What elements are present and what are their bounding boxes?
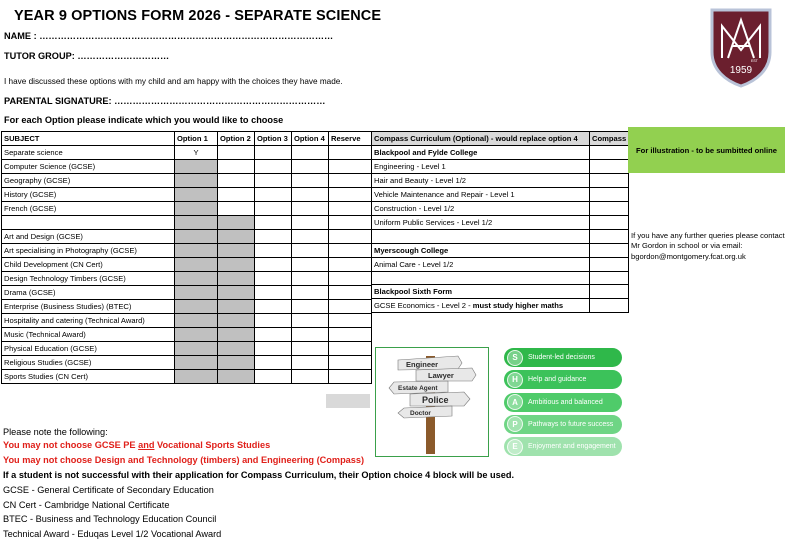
compass-course-cell: Hair and Beauty - Level 1/2 <box>372 174 590 188</box>
subject-cell: Child Development (CN Cert) <box>2 257 175 271</box>
compass-course-cell: Engineering - Level 1 <box>372 160 590 174</box>
reserve-cell[interactable] <box>329 216 372 230</box>
option-2-cell[interactable] <box>218 313 255 327</box>
options-header-row <box>2 132 372 146</box>
table-row <box>2 202 372 216</box>
header-reserve: Reserve <box>329 132 372 146</box>
option-4-cell[interactable] <box>292 160 329 174</box>
sign-doctor: Doctor <box>410 410 431 417</box>
option-3-cell[interactable] <box>255 146 292 160</box>
sign-estate-agent: Estate Agent <box>398 385 438 392</box>
value-pill <box>504 415 622 434</box>
compass-course-cell: Vehicle Maintenance and Repair - Level 1 <box>372 188 590 202</box>
option-4-cell[interactable] <box>292 285 329 299</box>
option-3-cell[interactable] <box>255 243 292 257</box>
instruction-text: For each Option please indicate which you would like to choose <box>4 115 284 125</box>
value-pill <box>504 393 622 412</box>
reserve-cell[interactable] <box>329 355 372 369</box>
value-text: Enjoyment and engagement <box>528 443 616 451</box>
table-row <box>2 174 372 188</box>
table-row <box>2 188 372 202</box>
compass-choice-cell[interactable] <box>590 174 629 188</box>
option-3-cell[interactable] <box>255 327 292 341</box>
option-1-cell[interactable] <box>175 202 218 216</box>
option-4-cell[interactable] <box>292 174 329 188</box>
subject-cell: Music (Technical Award) <box>2 327 175 341</box>
compass-row <box>372 160 629 174</box>
table-row <box>2 369 372 383</box>
option-2-cell[interactable] <box>218 355 255 369</box>
value-letter: S <box>507 350 523 366</box>
compass-choice-cell[interactable] <box>590 271 629 285</box>
value-text: Pathways to future success <box>528 420 614 428</box>
compass-note: If a student is not successful with their application for Compass Curriculum, their Option choice 4 block will be used. <box>3 470 515 480</box>
option-4-cell[interactable] <box>292 271 329 285</box>
illustration-note: For illustration - to be sumbitted online <box>628 127 785 173</box>
table-row <box>2 216 372 230</box>
reserve-cell[interactable] <box>329 188 372 202</box>
compass-course-cell: Construction - Level 1/2 <box>372 202 590 216</box>
compass-choice-cell[interactable] <box>590 243 629 257</box>
option-2-cell[interactable] <box>218 174 255 188</box>
subject-cell: Enterprise (Business Studies) (BTEC) <box>2 299 175 313</box>
queries-note: If you have any further queries please contact Mr Gordon in school or via email: bgordon@montgomery.fcat.org.uk <box>631 231 785 261</box>
compass-row <box>372 146 629 160</box>
crest-year: 1959 <box>729 65 753 76</box>
table-row <box>2 327 372 341</box>
reserve-cell[interactable] <box>329 313 372 327</box>
compass-course-cell: Animal Care - Level 1/2 <box>372 257 590 271</box>
compass-requirement: must study higher maths <box>472 301 564 311</box>
reserve-cell[interactable] <box>329 202 372 216</box>
option-1-cell[interactable] <box>175 341 218 355</box>
table-row <box>2 341 372 355</box>
sign-engineer: Engineer <box>406 360 439 369</box>
option-4-cell[interactable] <box>292 313 329 327</box>
header-option-3: Option 3 <box>255 132 292 146</box>
compass-choice-cell[interactable] <box>590 188 629 202</box>
reserve-cell[interactable] <box>329 271 372 285</box>
header-subject: SUBJECT <box>2 132 175 146</box>
page-title: YEAR 9 OPTIONS FORM 2026 - SEPARATE SCIENCE <box>14 8 382 24</box>
option-4-cell[interactable] <box>292 229 329 243</box>
value-letter: P <box>507 416 523 432</box>
compass-row <box>372 202 629 216</box>
header-option-1: Option 1 <box>175 132 218 146</box>
value-letter: A <box>507 394 523 410</box>
reserve-extra-cell <box>326 394 370 408</box>
compass-row <box>372 174 629 188</box>
compass-row <box>372 257 629 271</box>
option-3-cell[interactable] <box>255 341 292 355</box>
compass-choice-cell[interactable] <box>590 257 629 271</box>
option-1-cell[interactable] <box>175 188 218 202</box>
abbrev-cn-cert: CN Cert - Cambridge National Certificate <box>3 500 170 510</box>
option-2-cell[interactable] <box>218 188 255 202</box>
reserve-cell[interactable] <box>329 299 372 313</box>
subject-cell: Geography (GCSE) <box>2 174 175 188</box>
compass-course-cell: Uniform Public Services - Level 1/2 <box>372 216 590 230</box>
option-4-cell[interactable] <box>292 188 329 202</box>
option-4-cell[interactable] <box>292 146 329 160</box>
header-compass-curriculum: Compass Curriculum (Optional) - would replace option 4 <box>372 132 590 146</box>
header-compass: Compass <box>590 132 629 146</box>
compass-course-cell <box>372 230 590 244</box>
option-4-cell[interactable] <box>292 369 329 383</box>
header-option-4: Option 4 <box>292 132 329 146</box>
reserve-cell[interactable] <box>329 257 372 271</box>
compass-choice-cell[interactable] <box>590 146 629 160</box>
compass-row <box>372 243 629 257</box>
option-1-cell[interactable] <box>175 243 218 257</box>
table-row <box>2 160 372 174</box>
option-2-cell[interactable] <box>218 369 255 383</box>
subject-cell: Design Technology Timbers (GCSE) <box>2 271 175 285</box>
subject-cell: Art and Design (GCSE) <box>2 229 175 243</box>
option-2-cell[interactable] <box>218 271 255 285</box>
compass-course-cell: Blackpool and Fylde College <box>372 146 590 160</box>
compass-row <box>372 188 629 202</box>
option-4-cell[interactable] <box>292 243 329 257</box>
compass-header-row <box>372 132 629 146</box>
table-row <box>2 271 372 285</box>
compass-course-cell: Blackpool Sixth Form <box>372 285 590 299</box>
subject-cell: French (GCSE) <box>2 202 175 216</box>
option-4-cell[interactable] <box>292 355 329 369</box>
rule-pe-sports: You may not choose GCSE PE and Vocational Sports Studies <box>3 440 271 450</box>
option-2-cell[interactable] <box>218 257 255 271</box>
option-4-cell[interactable] <box>292 202 329 216</box>
option-2-cell[interactable] <box>218 160 255 174</box>
compass-course-cell <box>372 271 590 285</box>
option-3-cell[interactable] <box>255 160 292 174</box>
option-3-cell[interactable] <box>255 369 292 383</box>
option-4-cell[interactable] <box>292 216 329 230</box>
option-1-cell[interactable] <box>175 355 218 369</box>
compass-course-cell: Myerscough College <box>372 243 590 257</box>
option-3-cell[interactable] <box>255 299 292 313</box>
table-row <box>2 257 372 271</box>
compass-course-cell: GCSE Economics - Level 2 - must study higher maths <box>372 299 590 313</box>
value-text: Student-led decisions <box>528 354 595 361</box>
value-pill <box>504 370 622 389</box>
notes-intro: Please note the following: <box>3 427 108 437</box>
option-3-cell[interactable] <box>255 257 292 271</box>
option-2-cell[interactable] <box>218 285 255 299</box>
option-2-cell[interactable] <box>218 146 255 160</box>
compass-row <box>372 230 629 244</box>
reserve-cell[interactable] <box>329 160 372 174</box>
option-4-cell[interactable] <box>292 341 329 355</box>
discussed-statement: I have discussed these options with my child and am happy with the choices they have made. <box>4 77 343 86</box>
reserve-cell[interactable] <box>329 243 372 257</box>
abbrev-gcse: GCSE - General Certificate of Secondary Education <box>3 485 214 495</box>
subject-cell: Religious Studies (GCSE) <box>2 355 175 369</box>
compass-table <box>371 131 629 313</box>
reserve-cell[interactable] <box>329 229 372 243</box>
option-1-cell[interactable] <box>175 271 218 285</box>
subject-cell: History (GCSE) <box>2 188 175 202</box>
option-1-cell[interactable] <box>175 257 218 271</box>
parental-signature-field[interactable]: PARENTAL SIGNATURE: …………………………………………………………… <box>4 96 326 106</box>
subject-cell: Computer Science (GCSE) <box>2 160 175 174</box>
option-1-cell[interactable] <box>175 285 218 299</box>
reserve-cell[interactable] <box>329 327 372 341</box>
option-3-cell[interactable] <box>255 285 292 299</box>
career-signpost-image <box>375 347 489 457</box>
compass-row <box>372 285 629 299</box>
option-2-cell[interactable] <box>218 299 255 313</box>
abbrev-btec: BTEC - Business and Technology Education Council <box>3 514 217 524</box>
tutor-group-field[interactable]: TUTOR GROUP: ………………………… <box>4 51 170 61</box>
option-3-cell[interactable] <box>255 271 292 285</box>
option-2-cell[interactable] <box>218 216 255 230</box>
value-pill <box>504 348 622 367</box>
reserve-cell[interactable] <box>329 146 372 160</box>
compass-row <box>372 299 629 313</box>
compass-choice-cell[interactable] <box>590 230 629 244</box>
option-1-cell[interactable] <box>175 229 218 243</box>
option-3-cell[interactable] <box>255 188 292 202</box>
option-3-cell[interactable] <box>255 229 292 243</box>
subject-cell <box>2 216 175 230</box>
option-1-cell[interactable] <box>175 327 218 341</box>
subject-cell: Separate science <box>2 146 175 160</box>
subject-cell: Physical Education (GCSE) <box>2 341 175 355</box>
option-4-cell[interactable] <box>292 299 329 313</box>
compass-row <box>372 216 629 230</box>
option-1-cell[interactable] <box>175 313 218 327</box>
reserve-cell[interactable] <box>329 285 372 299</box>
compass-choice-cell[interactable] <box>590 160 629 174</box>
compass-choice-cell[interactable] <box>590 299 629 313</box>
table-row <box>2 299 372 313</box>
option-3-cell[interactable] <box>255 313 292 327</box>
value-text: Ambitious and balanced <box>528 398 603 406</box>
table-row <box>2 229 372 243</box>
option-2-cell[interactable] <box>218 243 255 257</box>
compass-choice-cell[interactable] <box>590 202 629 216</box>
name-field[interactable]: NAME : …………………………………………………………………………………… <box>4 31 334 41</box>
option-3-cell[interactable] <box>255 202 292 216</box>
option-2-cell[interactable] <box>218 327 255 341</box>
reserve-cell[interactable] <box>329 341 372 355</box>
option-3-cell[interactable] <box>255 174 292 188</box>
option-1-cell[interactable] <box>175 299 218 313</box>
option-3-cell[interactable] <box>255 216 292 230</box>
subject-cell: Drama (GCSE) <box>2 285 175 299</box>
reserve-cell[interactable] <box>329 174 372 188</box>
abbrev-technical-award: Technical Award - Eduqas Level 1/2 Vocational Award <box>3 529 222 539</box>
crest-est: EST <box>751 59 758 63</box>
table-row <box>2 146 372 160</box>
compass-choice-cell[interactable] <box>590 285 629 299</box>
table-row <box>2 355 372 369</box>
compass-row <box>372 271 629 285</box>
option-4-cell[interactable] <box>292 327 329 341</box>
value-text: Help and guidance <box>528 376 587 384</box>
shape-values-list <box>504 348 622 459</box>
subject-cell: Art specialising in Photography (GCSE) <box>2 243 175 257</box>
option-2-cell[interactable] <box>218 229 255 243</box>
rule-dt-engineering: You may not choose Design and Technology (timbers) and Engineering (Compass) <box>3 455 365 465</box>
option-4-cell[interactable] <box>292 257 329 271</box>
table-row <box>2 313 372 327</box>
reserve-cell[interactable] <box>329 369 372 383</box>
option-1-cell[interactable] <box>175 369 218 383</box>
option-1-cell[interactable] <box>175 174 218 188</box>
table-row <box>2 285 372 299</box>
option-2-cell[interactable] <box>218 341 255 355</box>
table-row <box>2 243 372 257</box>
options-table <box>1 131 372 384</box>
value-letter: H <box>507 372 523 388</box>
option-1-cell[interactable] <box>175 160 218 174</box>
option-2-cell[interactable] <box>218 202 255 216</box>
sign-police: Police <box>422 395 449 405</box>
header-option-2: Option 2 <box>218 132 255 146</box>
option-3-cell[interactable] <box>255 355 292 369</box>
sign-lawyer: Lawyer <box>428 371 454 380</box>
subject-cell: Sports Studies (CN Cert) <box>2 369 175 383</box>
option-1-cell[interactable]: Y <box>175 146 218 160</box>
school-crest-logo <box>708 6 774 88</box>
subject-cell: Hospitality and catering (Technical Award) <box>2 313 175 327</box>
option-1-cell[interactable] <box>175 216 218 230</box>
value-letter: E <box>507 439 523 455</box>
value-pill <box>504 437 622 456</box>
compass-choice-cell[interactable] <box>590 216 629 230</box>
